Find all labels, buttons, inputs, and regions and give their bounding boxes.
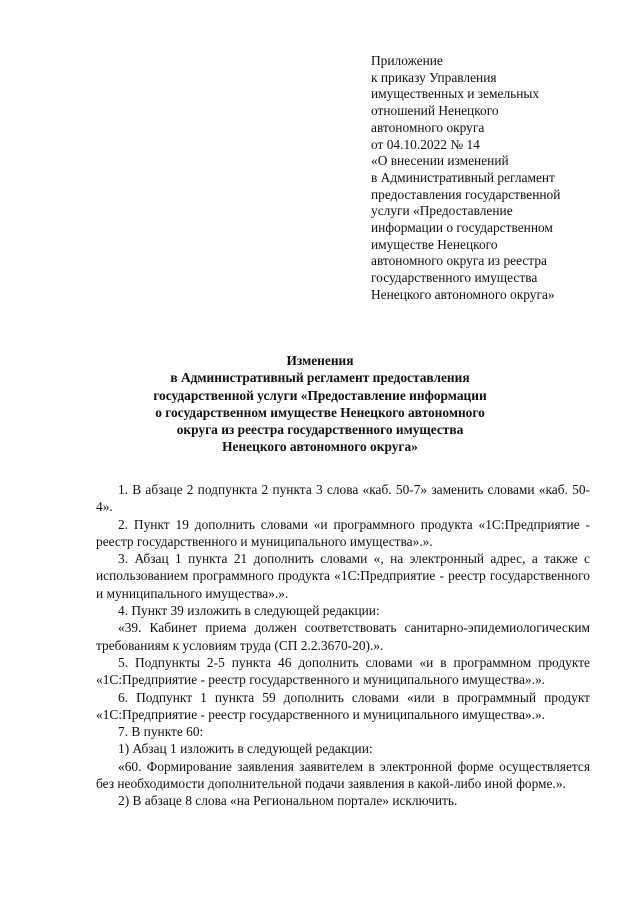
body-paragraph: 3. Абзац 1 пункта 21 дополнить словами «, на электронный адрес, а также с использованием программного продукта «1С:Предприятие - реестр государственного и муниципального имущества».». [96,551,590,601]
body-paragraph: 5. Подпункты 2-5 пункта 46 дополнить словами «и в программном продукте «1С:Предприятие - реестр государственного и муниципального имущества».». [96,654,590,688]
body-paragraph: «39. Кабинет приема должен соответствовать санитарно-эпидемиологическим требованиям к условиям труда (СП 2.2.3670-20).». [96,620,590,653]
body-paragraph: «60. Формирование заявления заявителем в электронной форме осуществляется без необходимости дополнительной подачи заявления в какой-либо иной форме.». [96,758,590,792]
appendix-line: государственного имущества [371,270,538,286]
appendix-line: автономного округа [371,119,485,135]
title-line: округа из реестра государственного имущества [176,422,464,438]
appendix-line: Приложение [371,53,443,68]
title-line: о государственном имуществе Ненецкого автономного [155,404,485,420]
body-paragraph: 2) В абзаце 8 слова «на Региональном портале» исключить. [118,793,458,809]
body-paragraph: 7. В пункте 60: [118,724,204,740]
body-paragraph: 1. В абзаце 2 подпункта 2 пункта 3 слова «каб. 50-7» заменить словами «каб. 50-4». [96,482,590,515]
appendix-line: предоставления государственной [371,186,561,202]
title-line: Изменения [286,353,354,368]
body-paragraph: 1) Абзац 1 изложить в следующей редакции: [118,741,373,757]
appendix-line: от 04.10.2022 № 14 [371,136,480,152]
appendix-line: Ненецкого автономного округа» [371,286,555,302]
body-paragraph: 4. Пункт 39 изложить в следующей редакции: [118,603,380,619]
appendix-line: отношений Ненецкого [371,103,499,119]
appendix-line: «О внесении изменений [371,153,509,169]
document-body [96,481,590,810]
appendix-line: в Административный регламент [371,169,555,185]
title-line: Ненецкого автономного округа» [222,439,418,455]
appendix-line: услуги «Предоставление [371,203,513,219]
body-paragraph: 6. Подпункт 1 пункта 59 дополнить словами «или в программный продукт «1С:Предприятие - реестр государственного и муниципального имущества».». [96,689,590,722]
appendix-line: автономного округа из реестра [371,253,547,269]
appendix-header [371,53,611,304]
body-paragraph: 2. Пункт 19 дополнить словами «и программного продукта «1С:Предприятие - реестр государственного и муниципального имущества».». [96,516,590,549]
document-title [96,352,544,456]
appendix-line: к приказу Управления [371,69,497,85]
appendix-line: имуществе Ненецкого [371,236,498,252]
appendix-line: информации о государственном [371,220,553,236]
appendix-line: имущественных и земельных [371,86,540,102]
title-line: государственной услуги «Предоставление информации [153,387,487,403]
title-line: в Административный регламент предоставления [170,370,470,386]
